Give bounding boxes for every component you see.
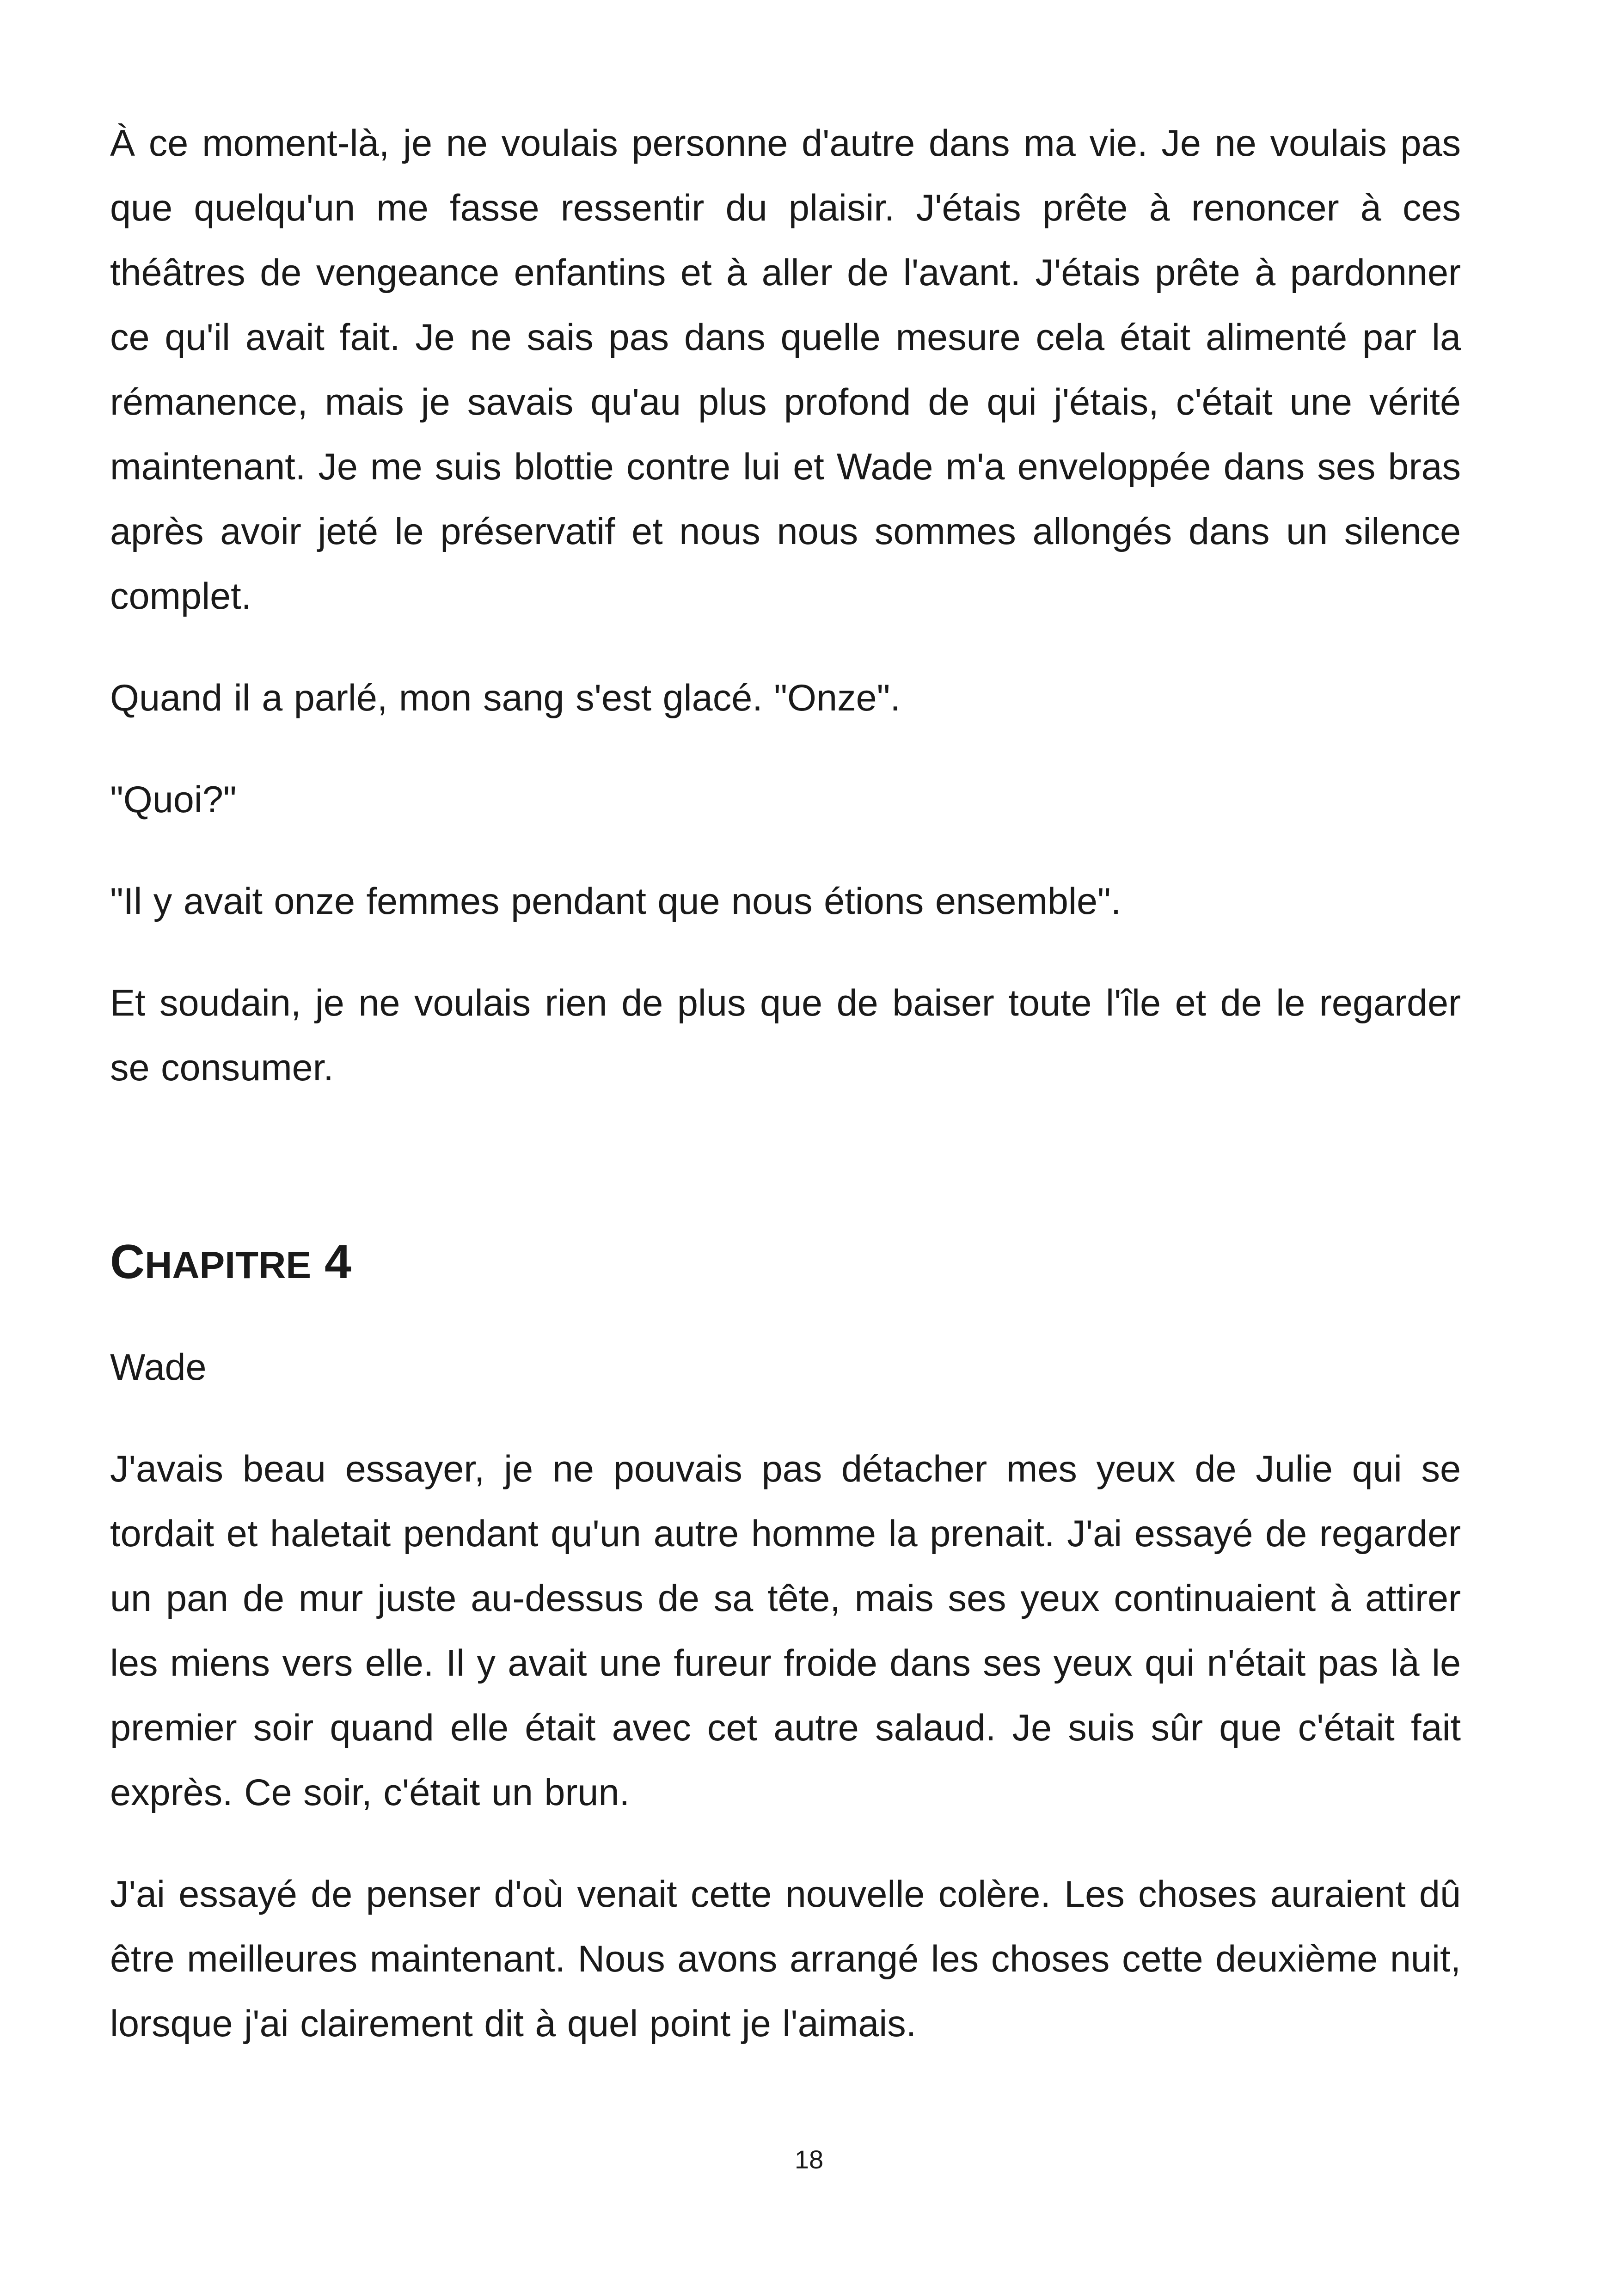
chapter-number: 4 [324, 1235, 351, 1289]
paragraph-julie: J'avais beau essayer, je ne pouvais pas détacher mes yeux de Julie qui se tordait et haletait pendant qu'un autre homme la prenait. J'ai essayé de regarder un pan de mur juste au-dessus de sa tête, mais ses yeux continuaient à attirer les miens vers elle. Il y avait une fureur froide dans ses yeux qui n'était pas là le premier soir quand elle était avec cet autre salaud. Je suis sûr que c'était fait exprès. Ce soir, c'était un brun. [110, 1448, 1461, 1813]
paragraph-onze: Quand il a parlé, mon sang s'est glacé. "Onze". [110, 677, 901, 719]
chapter-heading-rest: HAPITRE [145, 1244, 312, 1286]
paragraph-colere: J'ai essayé de penser d'où venait cette nouvelle colère. Les choses auraient dû être meilleures maintenant. Nous avons arrangé les choses cette deuxième nuit, lorsque j'ai clairement dit à quel point je l'aimais. [110, 1874, 1461, 2045]
page-content [110, 111, 1461, 2056]
paragraph-soudain: Et soudain, je ne voulais rien de plus que de baiser toute l'île et de le regarder se consumer. [110, 982, 1461, 1089]
paragraph-intimacy: À ce moment-là, je ne voulais personne d'autre dans ma vie. Je ne voulais pas que quelqu'un me fasse ressentir du plaisir. J'étais prête à renoncer à ces théâtres de vengeance enfantins et à aller de l'avant. J'étais prête à pardonner ce qu'il avait fait. Je ne sais pas dans quelle mesure cela était alimenté par la rémanence, mais je savais qu'au plus profond de qui j'étais, c'était une vérité maintenant. Je me suis blottie contre lui et Wade m'a enveloppée dans ses bras après avoir jeté le préservatif et nous nous sommes allongés dans un silence complet. [110, 122, 1461, 617]
chapter-narrator: Wade [110, 1347, 207, 1388]
paragraph-quoi: "Quoi?" [110, 779, 237, 820]
paragraph-onze-femmes: "Il y avait onze femmes pendant que nous étions ensemble". [110, 881, 1122, 922]
chapter-heading [110, 1230, 1461, 1298]
page-number: 18 [794, 2145, 824, 2174]
chapter-heading-initial: C [110, 1235, 145, 1289]
